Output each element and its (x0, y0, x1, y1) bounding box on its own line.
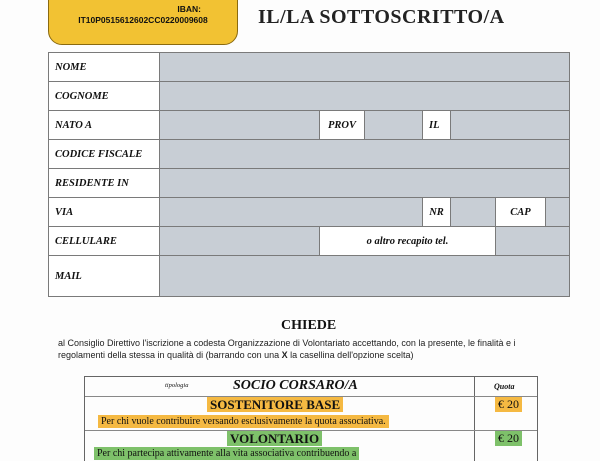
mail-field[interactable] (160, 256, 570, 297)
cognome-field[interactable] (160, 82, 570, 111)
altro-recapito-field[interactable] (496, 227, 570, 256)
iban-value: IT10P0515612602CC0220009608 (78, 15, 208, 25)
paragraph-text-pre: al Consiglio Direttivo l'iscrizione a codesta Organizzazione di Volontariato accettando, con la presente, le finalità e i regolamenti della stessa in qualità di (barrando con una (58, 338, 516, 360)
option-sostenitore-title[interactable]: SOSTENITORE BASE (207, 397, 343, 412)
iban-label: IBAN: (177, 4, 201, 14)
option-sostenitore-price: € 20 (495, 397, 522, 412)
cap-field[interactable] (546, 198, 570, 227)
nome-label: NOME (49, 53, 160, 82)
nr-label: NR (423, 198, 451, 227)
codice-fiscale-label: CODICE FISCALE (49, 140, 160, 169)
nr-field[interactable] (451, 198, 496, 227)
codice-fiscale-field[interactable] (160, 140, 570, 169)
request-paragraph (58, 337, 558, 361)
tipologia-table (84, 376, 538, 461)
via-label: VIA (49, 198, 160, 227)
residente-in-field[interactable] (160, 169, 570, 198)
cap-label: CAP (496, 198, 546, 227)
cellulare-label: CELLULARE (49, 227, 160, 256)
cellulare-field[interactable] (160, 227, 320, 256)
tipologia-label: tipologia (165, 382, 189, 389)
cognome-label: COGNOME (49, 82, 160, 111)
nato-a-field[interactable] (160, 111, 320, 140)
iban-box (48, 0, 238, 45)
paragraph-text-post: la casellina dell'opzione scelta) (287, 350, 414, 360)
chiede-heading: CHIEDE (281, 318, 337, 333)
nato-a-label: NATO A (49, 111, 160, 140)
mail-label: MAIL (49, 256, 160, 297)
registration-form (48, 52, 570, 297)
prov-field[interactable] (365, 111, 423, 140)
nome-field[interactable] (160, 53, 570, 82)
quota-header: Quota (494, 382, 515, 391)
via-field[interactable] (160, 198, 423, 227)
page-title: IL/LA SOTTOSCRITTO/A (258, 6, 505, 28)
altro-recapito-label: o altro recapito tel. (320, 227, 496, 256)
il-label: IL (423, 111, 451, 140)
paragraph-x-mark: X (281, 350, 288, 360)
option-sostenitore-description: Per chi vuole contribuire versando esclusivamente la quota associativa. (98, 415, 389, 428)
quota-column-divider (474, 377, 475, 461)
prov-label: PROV (320, 111, 365, 140)
option-volontario-price: € 20 (495, 431, 522, 446)
il-field[interactable] (451, 111, 570, 140)
option-volontario-description: Per chi partecipa attivamente alla vita associativa contribuendo a (94, 447, 359, 460)
residente-in-label: RESIDENTE IN (49, 169, 160, 198)
option-volontario-title[interactable]: VOLONTARIO (227, 431, 322, 446)
tipologia-title: SOCIO CORSARO/A (233, 378, 358, 393)
